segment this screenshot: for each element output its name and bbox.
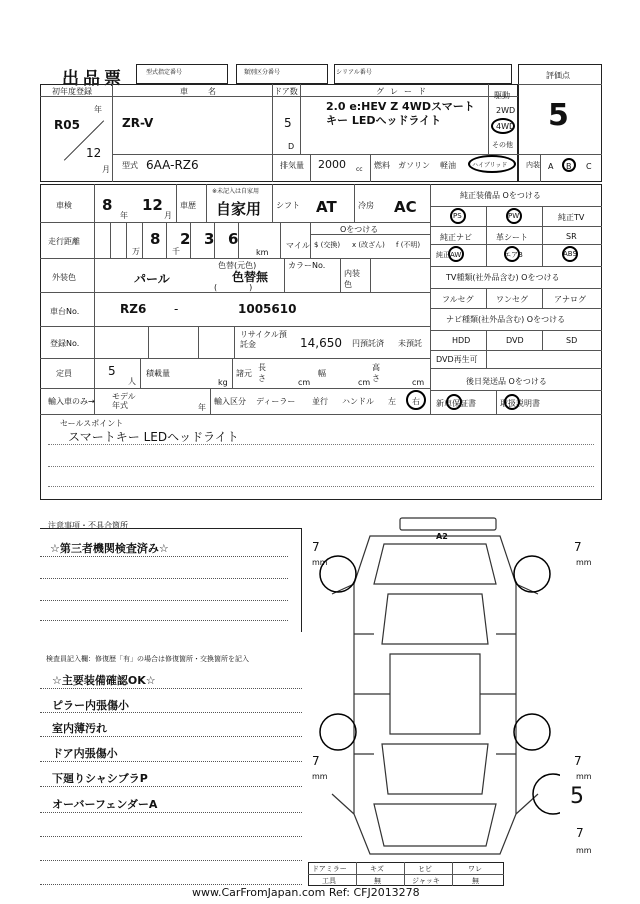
- car-damage-diagram: [310, 514, 560, 864]
- mileage-man: 万: [132, 247, 140, 256]
- legend-jack: ジャッキ: [412, 877, 440, 885]
- first-reg-year: R05: [54, 118, 80, 132]
- tread-rr: 7: [574, 754, 582, 768]
- car-name-label: 車名: [180, 87, 236, 96]
- third-party-note: ☆第三者機関検査済み☆: [50, 542, 169, 555]
- shift: AT: [316, 198, 337, 216]
- history: 自家用: [216, 200, 262, 218]
- fullseg: フルセグ: [442, 295, 474, 304]
- spec-label: 諸元: [236, 369, 252, 378]
- exchange: $ (交換): [314, 241, 341, 249]
- recycle-unpaid: 未預託: [398, 339, 422, 348]
- note-item-1: ☆主要装備確認OK☆: [52, 674, 156, 687]
- doors-label: ドア数: [274, 87, 298, 96]
- repaint: 色替無: [232, 270, 269, 284]
- fuel-gas: ガソリン: [398, 161, 430, 170]
- parallel: 並行: [312, 397, 328, 406]
- unknown: f (不明): [396, 241, 421, 249]
- watermark: www.CarFromJapan.com Ref: CFJ2013278: [192, 886, 420, 899]
- first-reg-month: 12: [86, 146, 102, 160]
- import-label: 輸入車のみ→: [48, 397, 95, 406]
- inspector-label: 検査員記入欄：修復歴「有」の場合は修復箇所・交換箇所を記入: [46, 655, 249, 663]
- diagram-score-circle: 5: [570, 784, 584, 809]
- dvd-player: DVD再生可: [436, 355, 478, 364]
- note-item-2: ピラー内張傷小: [52, 699, 129, 712]
- shift-label: シフト: [276, 201, 300, 210]
- score-value: 5: [548, 98, 569, 133]
- legend-none-2: 無: [472, 877, 479, 885]
- model-year-label: モデル年式: [112, 392, 136, 410]
- tread-fr-mm: mm: [576, 558, 592, 567]
- color-no-label: カラーNo.: [288, 261, 326, 270]
- unregistered-note: ※未記入は自家用: [212, 188, 260, 195]
- first-reg-label: 初年度登録: [52, 87, 92, 96]
- mileage-digit-3: 3: [204, 230, 215, 248]
- hdd: HDD: [452, 336, 471, 345]
- chassis-no: 1005610: [238, 302, 297, 316]
- grade: 2.0 e:HEV Z 4WDスマートキー LEDヘッドライト: [326, 100, 475, 127]
- serial-label: シリアル番号: [336, 69, 372, 76]
- drive-4wd: 4WD: [496, 122, 516, 131]
- handle-left: 左: [388, 397, 396, 406]
- mileage-digit-2: 2: [180, 230, 191, 248]
- import-class-label: 輸入区分: [214, 397, 246, 406]
- load-label: 積載量: [146, 369, 170, 378]
- chassis-dash: -: [174, 302, 179, 316]
- legend-broken: ワレ: [468, 865, 482, 873]
- fuel-diesel: 軽油: [440, 161, 456, 170]
- equipment-title: 純正装備品 Oをつける: [460, 191, 541, 200]
- repaint-label: 色替(元色): [218, 261, 257, 270]
- displacement: 2000: [318, 158, 346, 171]
- tread-rl-mm: mm: [312, 772, 328, 781]
- chassis-label: 車台No.: [50, 307, 80, 316]
- model-year-unit: 年: [198, 403, 206, 412]
- tread-fl: 7: [312, 540, 320, 554]
- tread-fr: 7: [574, 540, 582, 554]
- mileage-km: km: [256, 248, 269, 257]
- interior-a: A: [548, 162, 554, 171]
- spec-length-cm: cm: [298, 378, 311, 387]
- legend-scratch: キズ: [370, 865, 384, 873]
- navi-title: ナビ種類(社外品含む) Oをつける: [446, 315, 566, 324]
- spec-width-cm: cm: [358, 378, 371, 387]
- aircon: AC: [394, 198, 417, 216]
- fuel-hybrid: ハイブリッド: [472, 162, 508, 169]
- inspection-month-unit: 月: [164, 211, 172, 220]
- spec-height-cm: cm: [412, 378, 425, 387]
- tread-rl: 7: [312, 754, 320, 768]
- mark-label: Oをつける: [340, 225, 379, 234]
- fuel-label: 燃料: [374, 161, 390, 170]
- capacity-unit: 人: [128, 377, 136, 386]
- category-label: 類別区分番号: [244, 69, 281, 76]
- type-spec-label: 型式指定番号: [146, 69, 183, 76]
- inspection-year-unit: 年: [120, 211, 128, 220]
- tv-title: TV種類(社外品含む) Oをつける: [446, 273, 560, 282]
- form-title: 出品票: [62, 69, 125, 89]
- analog: アナログ: [554, 295, 586, 304]
- sales-point-label: セールスポイント: [60, 419, 124, 428]
- legend-tool: 工具: [322, 877, 336, 885]
- displacement-label: 排気量: [280, 161, 304, 170]
- exterior: パール: [134, 272, 170, 286]
- manual: 取扱説明書: [500, 399, 540, 408]
- door-unit: D: [288, 142, 295, 151]
- airbag: エアB: [504, 251, 523, 259]
- mileage-digit-1: 8: [150, 230, 161, 248]
- a2-marker: A2: [436, 532, 448, 541]
- handle-label: ハンドル: [342, 397, 374, 406]
- manual-circle: [504, 394, 520, 410]
- warranty: 新車保証書: [436, 399, 476, 408]
- leather: 革シート: [496, 233, 528, 242]
- altered: x (改ざん): [352, 241, 385, 249]
- recycle-paid: 円預託済: [352, 339, 384, 348]
- tread-spare-mm: mm: [576, 846, 592, 855]
- legend-mirror: ドアミラー: [312, 865, 347, 873]
- mileage-label: 走行距離: [48, 237, 80, 246]
- aircon-label: 冷房: [358, 201, 374, 210]
- history-label: 車歴: [180, 201, 196, 210]
- interior-b: B: [566, 162, 572, 171]
- load-kg: kg: [218, 378, 228, 387]
- abs: ABS: [563, 250, 577, 258]
- aw: 純正AW: [436, 251, 462, 259]
- dealer: ディーラー: [256, 397, 296, 406]
- repaint-paren: ( ): [214, 283, 253, 292]
- sales-point: スマートキー LEDヘッドライト: [68, 430, 239, 444]
- spec-width: 幅: [318, 369, 326, 378]
- dvd: DVD: [506, 336, 524, 345]
- spec-length: 長さ: [258, 363, 266, 383]
- sr: SR: [566, 232, 577, 241]
- note-item-3: 室内薄汚れ: [52, 722, 107, 735]
- inspection-year: 8: [102, 196, 113, 214]
- legend-crack: ヒビ: [418, 865, 432, 873]
- legend-none-1: 無: [374, 877, 381, 885]
- tread-spare: 7: [576, 826, 584, 840]
- warranty-circle: [446, 394, 462, 410]
- cc-unit: cc: [356, 166, 363, 173]
- mileage-sen: 千: [172, 247, 180, 256]
- mileage-digit-4: 6: [228, 230, 239, 248]
- model: 6AA-RZ6: [146, 158, 199, 172]
- drive-label: 駆動: [494, 91, 510, 100]
- chassis-prefix: RZ6: [120, 302, 147, 316]
- tread-rr-mm: mm: [576, 772, 592, 781]
- doors: 5: [284, 116, 292, 130]
- recycle-label: リサイクル預託金: [240, 330, 287, 349]
- oneseg: ワンセグ: [496, 295, 528, 304]
- pw: PW: [508, 212, 520, 220]
- first-reg-year-unit: 年: [94, 105, 102, 114]
- later-title: 後日発送品 Oをつける: [466, 377, 547, 386]
- sd: SD: [566, 336, 578, 345]
- capacity-label: 定員: [56, 369, 72, 378]
- ps: PS: [453, 212, 462, 220]
- reg-no-label: 登録No.: [50, 339, 80, 348]
- mile-label: マイル: [286, 241, 310, 250]
- interior-c: C: [586, 162, 592, 171]
- spec-height: 高さ: [372, 363, 380, 383]
- inspection-label: 車検: [56, 201, 72, 210]
- note-item-4: ドア内張傷小: [52, 747, 118, 760]
- tv: 純正TV: [558, 213, 585, 222]
- inspection-month: 12: [142, 196, 163, 214]
- interior-color-label: 内装色: [344, 269, 360, 289]
- drive-2wd: 2WD: [496, 106, 516, 115]
- car-name: ZR-V: [122, 116, 154, 130]
- caution-label: 注意事項・不具合箇所: [48, 521, 128, 530]
- score-label: 評価点: [546, 71, 570, 80]
- interior-label: 内装: [526, 161, 540, 169]
- note-item-6: オーバーフェンダーA: [52, 798, 158, 811]
- exterior-label: 外装色: [52, 273, 76, 282]
- recycle-amount: 14,650: [300, 336, 342, 350]
- grade-label: グレード: [376, 87, 432, 96]
- drive-other: その他: [492, 141, 513, 149]
- navi: 純正ナビ: [440, 233, 472, 242]
- capacity: 5: [108, 364, 116, 378]
- note-item-5: 下廻りシャシブラP: [52, 772, 148, 785]
- handle-right: 右: [412, 397, 420, 406]
- first-reg-month-unit: 月: [102, 165, 110, 174]
- model-label: 型式: [122, 161, 138, 170]
- tread-fl-mm: mm: [312, 558, 328, 567]
